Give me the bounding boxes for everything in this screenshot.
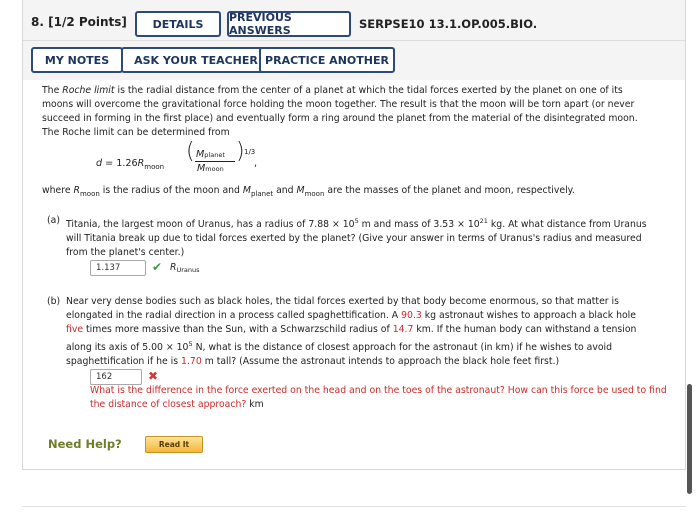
page-divider <box>22 506 686 507</box>
scrollbar-thumb[interactable] <box>687 384 692 494</box>
check-icon: ✔ <box>152 260 163 274</box>
header-divider <box>23 40 685 41</box>
ask-teacher-button[interactable]: ASK YOUR TEACHER <box>121 47 271 73</box>
part-a-answer-input[interactable]: 1.137 <box>90 260 146 276</box>
read-it-button[interactable]: Read It <box>145 436 203 453</box>
part-a-question: Titania, the largest moon of Uranus, has a radius of $7.88 \times 10^5$ m and mass of $3.53 \times 10^{21}$ kg. At what distance from Uranus will Titania break up due to tidal forces exerted by the planet? (Give your answer in terms of Uranus's radius and measured from the planet's center.) <box>66 217 647 259</box>
part-a-unit: $R_{Uranus}$ <box>170 262 200 274</box>
cross-icon: ✖ <box>148 369 159 383</box>
my-notes-button[interactable]: MY NOTES <box>31 47 123 73</box>
question-title: 8. [1/2 Points] <box>31 15 127 29</box>
previous-answers-button[interactable]: PREVIOUS ANSWERS <box>227 11 351 37</box>
need-help-label: Need Help? <box>48 437 122 451</box>
details-button[interactable]: DETAILS <box>135 11 221 37</box>
part-b-feedback: What is the difference in the force exerted on the head and on the toes of the astronaut? How can this force be used to find the distance of closest approach? km <box>90 385 667 410</box>
intro-text: The Roche limit is the radial distance from the center of a planet at which the tidal forces exerted by the planet on one of its moons will overcome the gravitational force holding the moon together. The result is that the moon will be torn apart (or never succeed in forming in the first place) and eventually form a ring around the planet from the material of the disintegrated moon. The Roche limit can be determined from <box>42 85 638 138</box>
variable-definitions: where $R_{moon}$ is the radius of the moon and $M_{planet}$ and $M_{moon}$ are the masses of the planet and moon, respectively. <box>42 185 575 198</box>
part-b-question: Near very dense bodies such as black holes, the tidal forces exerted by that body become enormous, so that matter is elongated in the radial direction in a process called spaghettification. A 90.3 kg astronaut wishes to approach a black hole five times more massive than the Sun, with a Schwarzschild radius of 14.7 km. If the human body can withstand a tension along its axis of $5.00 \times 10^5$ N, what is the distance of closest approach for the astronaut (in km) if he wishes to avoid spaghettification if he is 1.70 m tall? (Assume the astronaut intends to approach the black hole feet first.) <box>66 296 637 368</box>
part-b-answer-input[interactable]: 162 <box>90 369 142 385</box>
reference-code: SERPSE10 13.1.OP.005.BIO. <box>359 17 538 31</box>
practice-another-button[interactable]: PRACTICE ANOTHER <box>259 47 395 73</box>
roche-formula: $d = 1.26R_{moon}$ ( Mplanet Mmoon ) 1/3 , <box>96 139 258 174</box>
